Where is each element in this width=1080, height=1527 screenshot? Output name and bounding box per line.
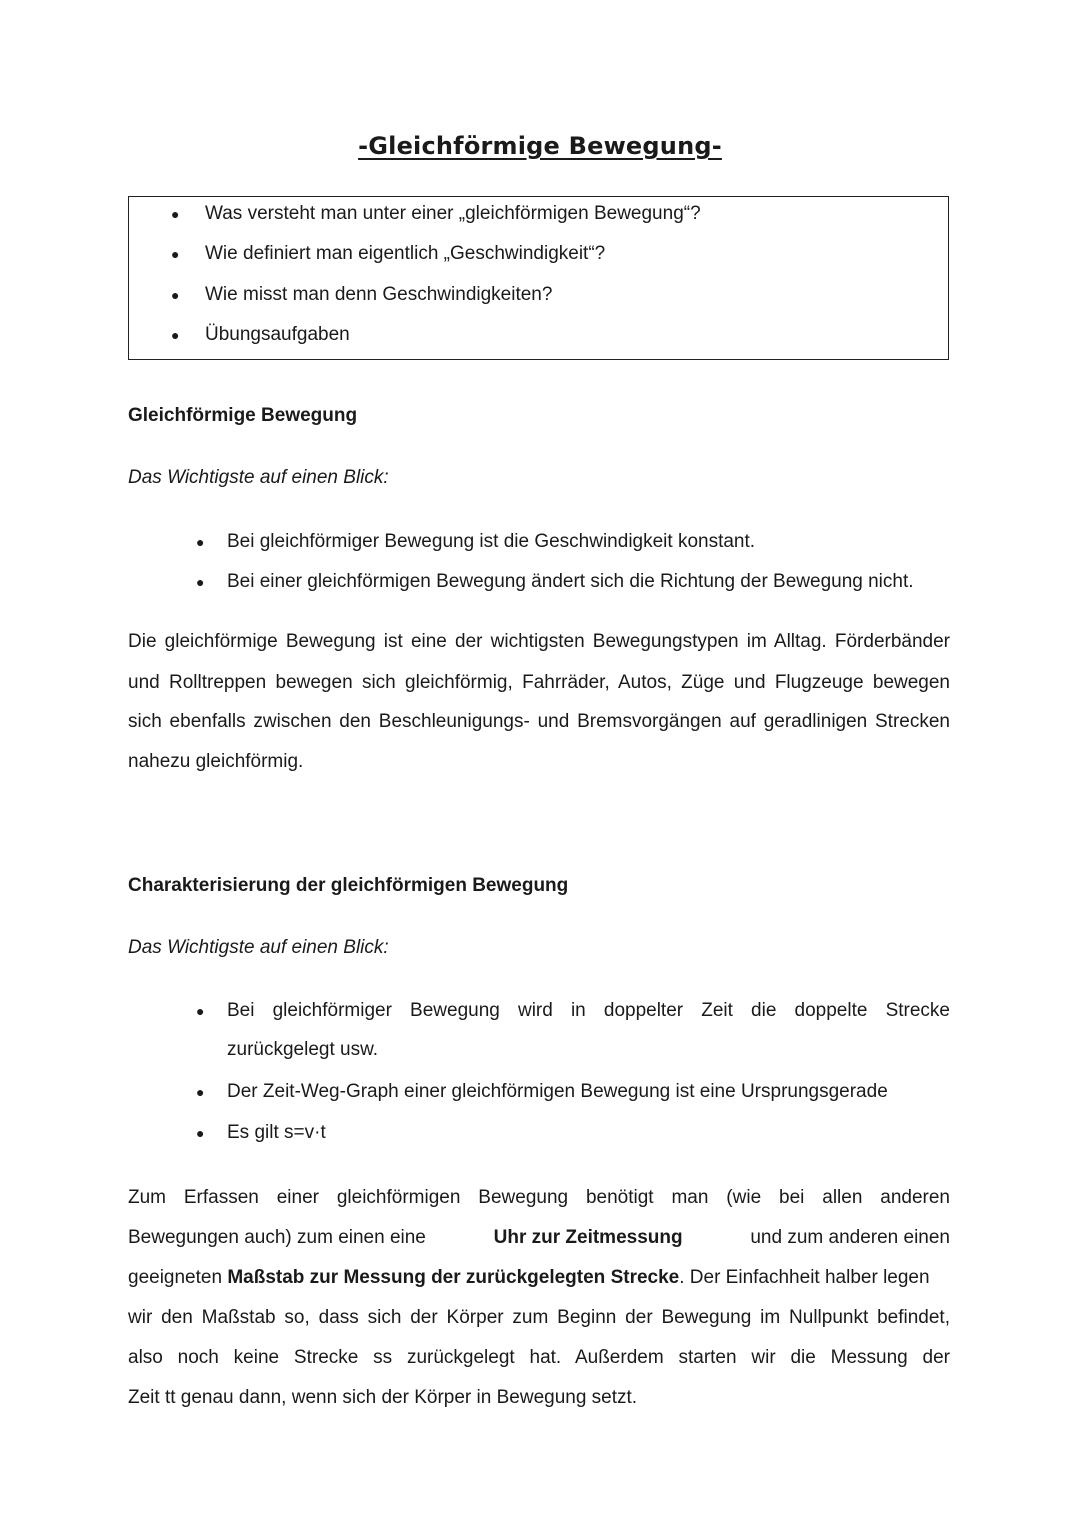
overview-item-text: Wie misst man denn Geschwindigkeiten?	[205, 284, 553, 305]
section-heading: Gleichförmige Bewegung	[128, 405, 358, 426]
bullet-icon: ●	[171, 287, 180, 303]
bullet-icon: ●	[196, 574, 205, 590]
bullet-icon: ●	[196, 1003, 205, 1019]
key-point-text: Bei einer gleichförmigen Bewegung ändert sich die Richtung der Bewegung nicht.	[227, 571, 914, 592]
key-point-text: Bei gleichförmiger Bewegung ist die Geschwindigkeit konstant.	[227, 531, 756, 552]
paragraph-line: und Rolltreppen bewegen sich gleichförmig, Fahrräder, Autos, Züge und Flugzeuge bewegen	[128, 672, 950, 693]
paragraph-line: sich ebenfalls zwischen den Beschleunigungs- und Bremsvorgängen auf geradlinigen Strecken	[128, 711, 950, 732]
paragraph-text: Bewegungen auch) zum einen eine	[128, 1227, 426, 1248]
bullet-icon: ●	[171, 206, 180, 222]
overview-box	[128, 196, 949, 360]
emphasis-text: Uhr zur Zeitmessung	[493, 1227, 683, 1248]
key-point-line: zurückgelegt usw.	[227, 1039, 379, 1060]
section-subheading: Das Wichtigste auf einen Blick:	[128, 937, 389, 958]
key-point-line: Bei gleichförmiger Bewegung wird in doppelter Zeit die doppelte Strecke	[227, 1000, 950, 1021]
paragraph-line: nahezu gleichförmig.	[128, 751, 304, 772]
paragraph-text: geeigneten	[128, 1267, 223, 1288]
bullet-icon: ●	[196, 534, 205, 550]
bullet-icon: ●	[196, 1125, 205, 1141]
paragraph-text: und zum anderen einen	[750, 1227, 950, 1248]
paragraph-line: also noch keine Strecke ss zurückgelegt hat. Außerdem starten wir die Messung der	[128, 1347, 950, 1368]
section-heading: Charakterisierung der gleichförmigen Bewegung	[128, 875, 569, 896]
bullet-icon: ●	[196, 1084, 205, 1100]
overview-item-text: Wie definiert man eigentlich „Geschwindigkeit“?	[205, 243, 606, 264]
paragraph-line: Die gleichförmige Bewegung ist eine der wichtigsten Bewegungstypen im Alltag. Förderbänder	[128, 631, 950, 652]
emphasis-text: Maßstab zur Messung der zurückgelegten Strecke	[227, 1267, 680, 1288]
key-point-text: Der Zeit-Weg-Graph einer gleichförmigen Bewegung ist eine Ursprungsgerade	[227, 1081, 888, 1102]
paragraph-text: . Der Einfachheit halber legen	[679, 1267, 930, 1288]
bullet-icon: ●	[171, 246, 180, 262]
page-title: -Gleichförmige Bewegung-	[358, 132, 722, 160]
overview-item-text: Was versteht man unter einer „gleichförmigen Bewegung“?	[205, 203, 701, 224]
paragraph-line: Zeit tt genau dann, wenn sich der Körper in Bewegung setzt.	[128, 1387, 638, 1408]
bullet-icon: ●	[171, 327, 180, 343]
paragraph-line: wir den Maßstab so, dass sich der Körper zum Beginn der Bewegung im Nullpunkt befindet,	[128, 1307, 950, 1328]
key-point-text: Es gilt s=v·t	[227, 1122, 326, 1143]
overview-item-text: Übungsaufgaben	[205, 324, 350, 345]
paragraph-line	[128, 1226, 950, 1250]
paragraph-line	[128, 1266, 950, 1290]
section-subheading: Das Wichtigste auf einen Blick:	[128, 467, 389, 488]
paragraph-line: Zum Erfassen einer gleichförmigen Bewegung benötigt man (wie bei allen anderen	[128, 1187, 950, 1208]
